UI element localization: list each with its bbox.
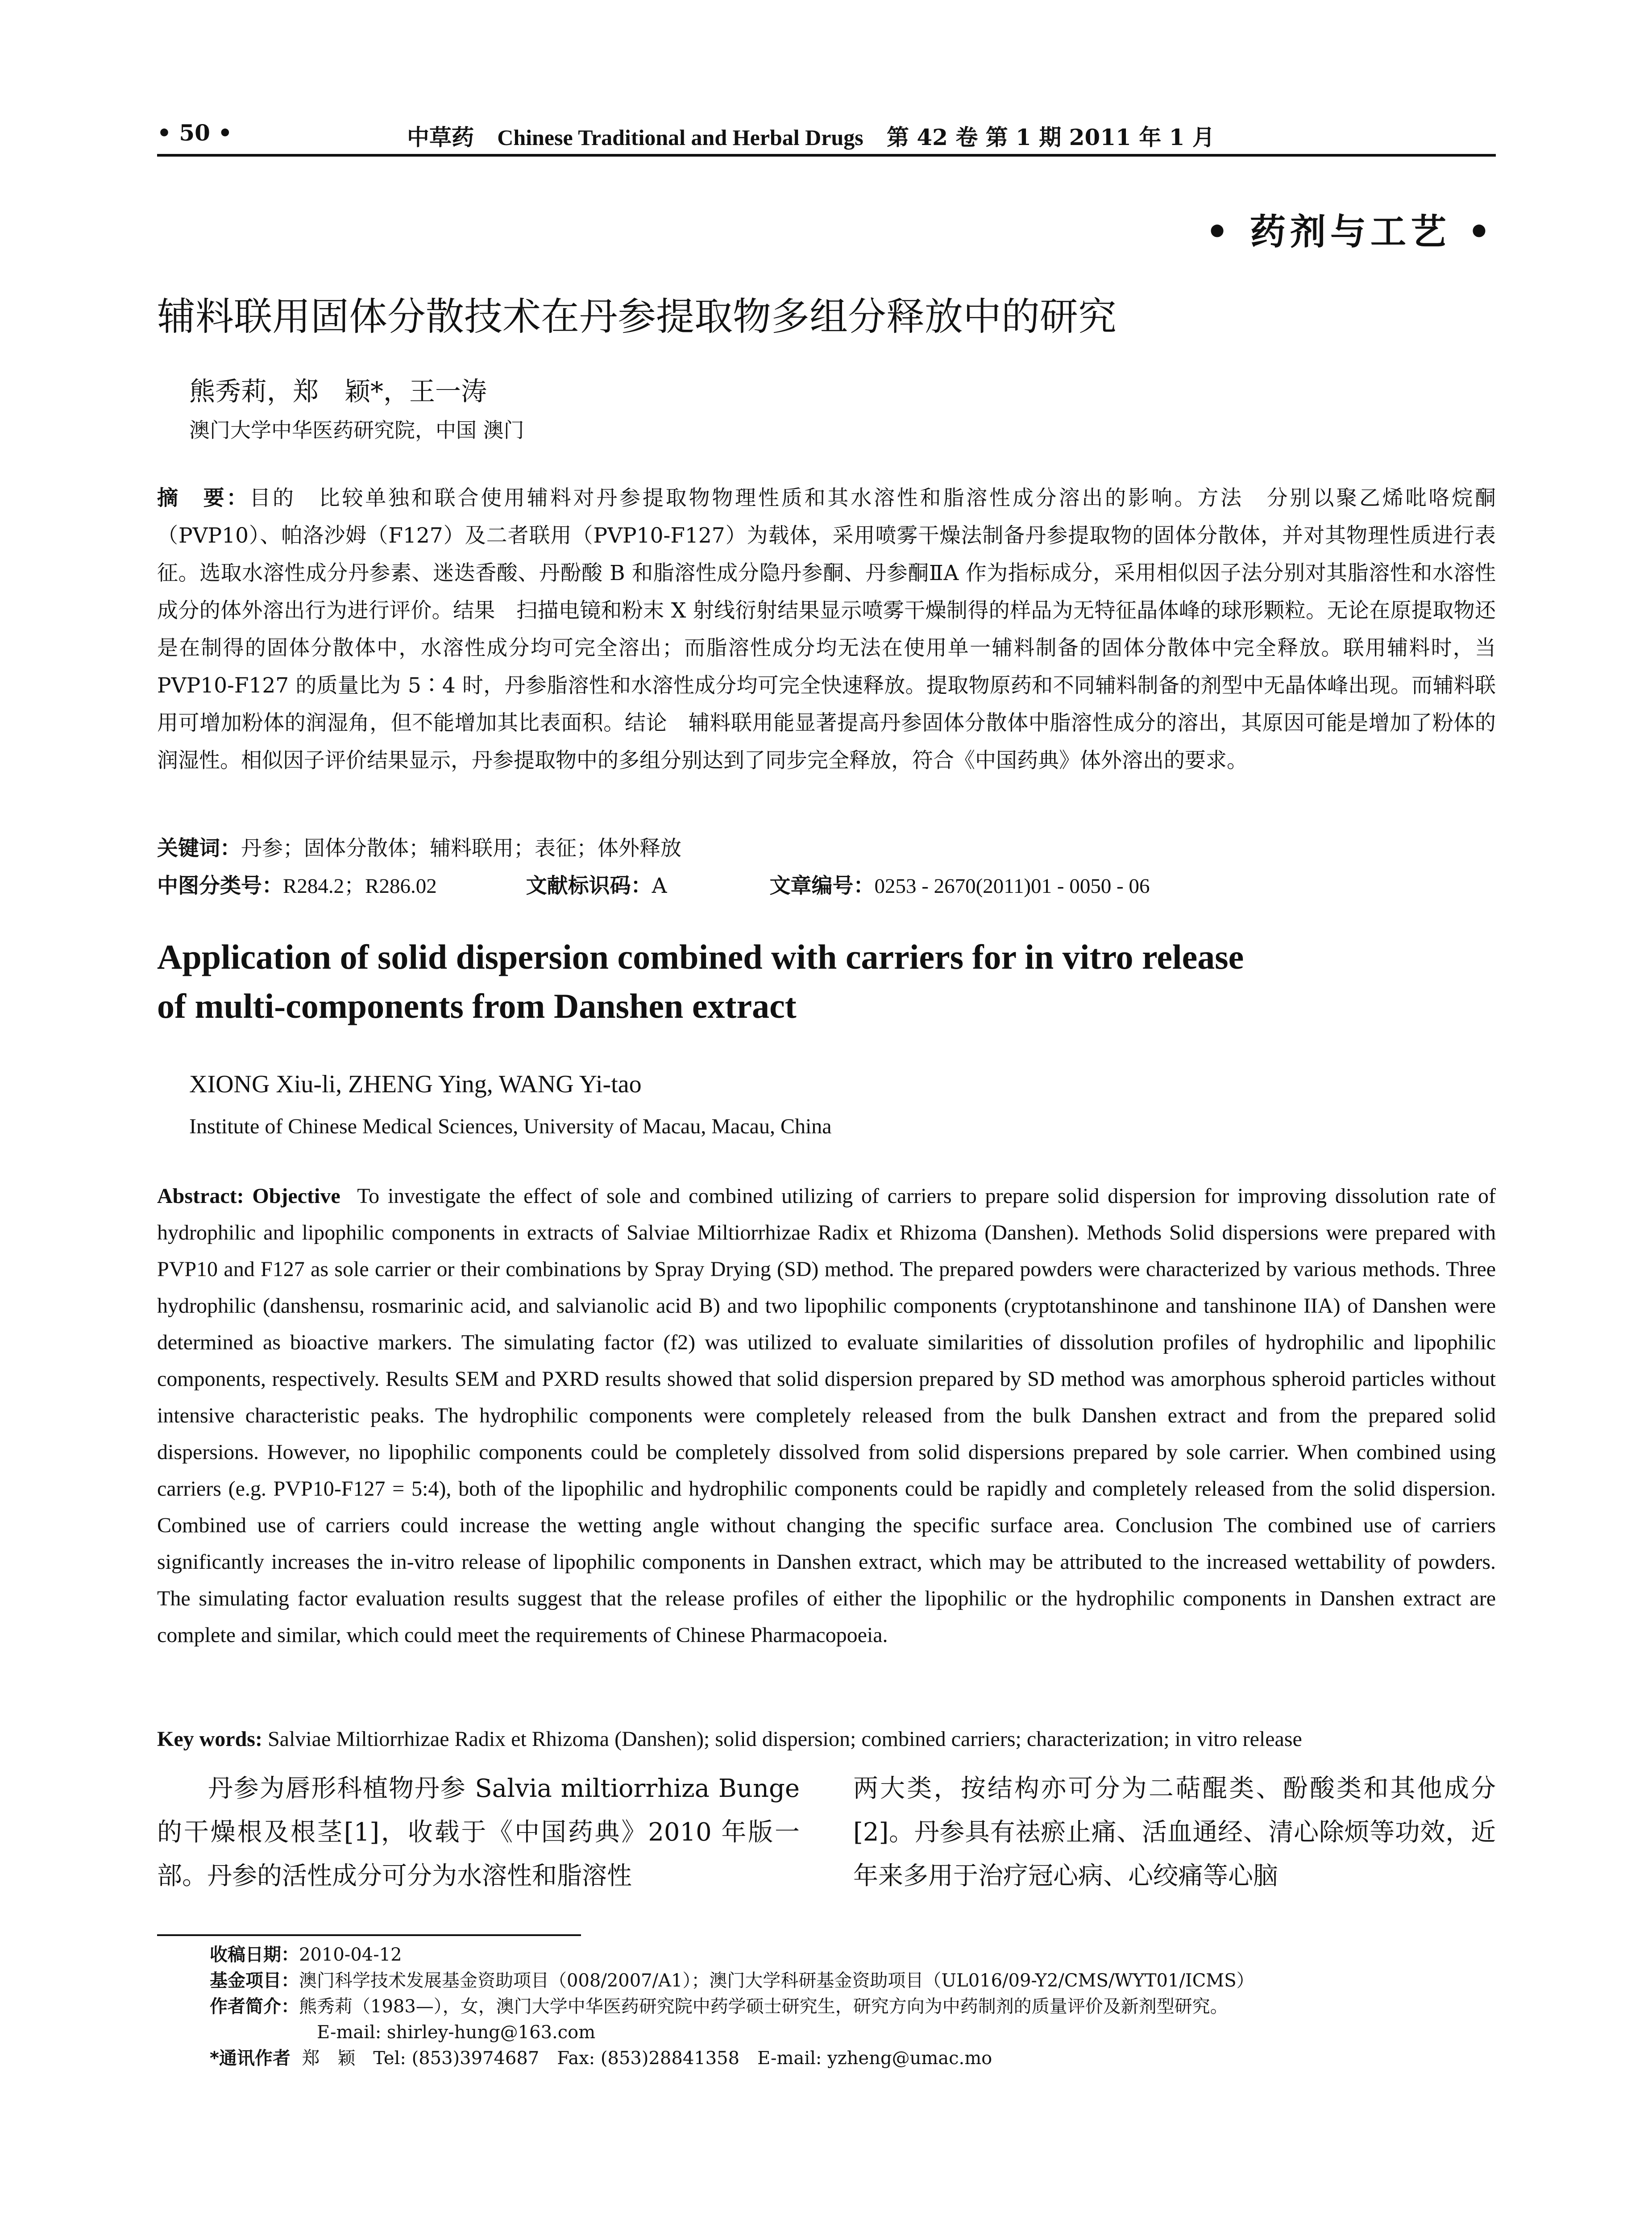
cn-affiliation: 澳门大学中华医药研究院，中国 澳门 [189,418,524,442]
cn-abstract-label: 摘 要： [157,486,250,510]
clc-value: R284.2；R286.02 [283,875,437,898]
cn-keywords-text: 丹参；固体分散体；辅料联用；表征；体外释放 [241,836,681,861]
cn-keywords [157,830,1496,867]
fund-text: 澳门科学技术发展基金资助项目（008/2007/A1）；澳门大学科研基金资助项目（UL016/09-Y2/CMS/WYT01/ICMS） [299,1970,1254,1991]
en-authors: XIONG Xiu-li, ZHENG Ying, WANG Yi-tao [189,1070,642,1098]
header-rule [157,154,1496,157]
journal-name-cn: 中草药 [407,124,474,150]
body-left-text: 丹参为唇形科植物丹参 Salvia miltiorrhiza Bunge 的干燥根及根茎[1]，收载于《中国药典》2010 年版一部。丹参的活性成分可分为水溶性和脂溶性 [157,1774,800,1891]
section-heading: • 药剂与工艺 • [1206,211,1495,253]
corr-text: 郑 颖 Tel: (853)3974687 Fax: (853)28841358 E-mail: yzheng@umac.mo [302,2048,992,2069]
en-abstract [157,1178,1496,1654]
en-abstract-text: To investigate the effect of sole and combined utilizing of carriers to prepare solid dispersion for improving dissolution rate of hydrophilic and lipophilic components in extracts of Salviae Miltiorrhizae Radix et Rhizoma (Danshen). Methods Solid dispersions were prepared with PVP10 and F127 as sole carrier or their combinations by Spray Drying (SD) method. The prepared powders were characterized by various methods. Three hydrophilic (danshensu, rosmarinic acid, and salvianolic acid B) and two lipophilic components (cryptotanshinone and tanshinone IIA) of Danshen were determined as bioactive markers. The simulating factor (f2) was utilized to evaluate similarities of dissolution profiles of hydrophilic and lipophilic components, respectively. Results SEM and PXRD results showed that solid dispersion prepared by SD method was amorphous spheroid particles without intensive characteristic peaks. The hydrophilic components were completely released from the bulk Danshen extract and from the prepared solid dispersions. However, no lipophilic components could be completely dissolved from solid dispersions prepared by sole carrier. When combined using carriers (e.g. PVP10-F127 = 5:4), both of the lipophilic and hydrophilic components could be rapidly and completely released from the solid dispersion. Combined use of carriers could increase the wetting angle without changing the specific surface area. Conclusion The combined use of carriers significantly increases the in-vitro release of lipophilic components in Danshen extract, which may be attributed to the increased wettability of powders. The simulating factor evaluation results suggest that the release profiles of either the lipophilic or the hydrophilic components in Danshen extract are complete and similar, which could meet the requirements of Chinese Pharmacopoeia. [157,1184,1496,1647]
doc-code-label: 文献标识码： [526,874,652,898]
cn-abstract-text: 目的 比较单独和联合使用辅料对丹参提取物物理性质和其水溶性和脂溶性成分溶出的影响。方法 分别以聚乙烯吡咯烷酮（PVP10）、帕洛沙姆（F127）及二者联用（PVP10-F127）为载体，采用喷雾干燥法制备丹参提取物的固体分散体，并对其物理性质进行表征。选取水溶性成分丹参素、迷迭香酸、丹酚酸 B 和脂溶性成分隐丹参酮、丹参酮ⅡA 作为指标成分，采用相似因子法分别对其脂溶性和水溶性成分的体外溶出行为进行评价。结果 扫描电镜和粉末 X 射线衍射结果显示喷雾干燥制得的样品为无特征晶体峰的球形颗粒。无论在原提取物还是在制得的固体分散体中，水溶性成分均可完全溶出；而脂溶性成分均无法在使用单一辅料制备的固体分散体中完全释放。联用辅料时，当 PVP10-F127 的质量比为 5∶4 时，丹参脂溶性和水溶性成分均可完全快速释放。提取物原药和不同辅料制备的剂型中无晶体峰出现。而辅料联用可增加粉体的润湿角，但不能增加其比表面积。结论 辅料联用能显著提高丹参固体分散体中脂溶性成分的溶出，其原因可能是增加了粉体的润湿性。相似因子评价结果显示，丹参提取物中的多组分别达到了同步完全释放，符合《中国药典》体外溶出的要求。 [157,486,1496,773]
received-label: 收稿日期： [210,1945,299,1965]
author-label: 作者简介： [210,1996,299,2017]
footnote-fund [210,1968,1482,1994]
cn-title: 辅料联用固体分散技术在丹参提取物多组分释放中的研究 [157,294,1117,339]
en-abstract-label: Abstract: Objective [157,1184,340,1208]
cn-keywords-label: 关键词： [157,836,241,861]
cn-authors: 熊秀莉，郑 颖*，王一涛 [189,376,487,406]
page-number: • 50 • [157,120,232,146]
journal-line [407,120,1215,152]
received-date: 2010-04-12 [299,1945,402,1965]
doc-code-value: A [652,874,667,898]
body-column-left [157,1767,800,1898]
footnote-rule [157,1934,581,1936]
article-no-label: 文章编号： [769,874,875,898]
fund-label: 基金项目： [210,1970,299,1991]
journal-name-en: Chinese Traditional and Herbal Drugs [497,125,863,150]
footnote-correspondence [210,2045,1482,2071]
en-affiliation: Institute of Chinese Medical Sciences, University of Macau, Macau, China [189,1115,832,1138]
en-keywords [157,1727,1496,1751]
en-title [157,933,1496,1031]
article-no-value: 0253 - 2670(2011)01 - 0050 - 06 [874,875,1150,898]
en-keywords-text: Salviae Miltiorrhizae Radix et Rhizoma (Danshen); solid dispersion; combined carriers; characterization; in vitro release [267,1727,1302,1751]
author-text: 熊秀莉（1983—），女，澳门大学中华医药研究院中药学硕士研究生，研究方向为中药制剂的质量评价及新剂型研究。 [299,1996,1228,2017]
cn-abstract [157,480,1496,780]
body-column-right: 两大类，按结构亦可分为二萜醌类、酚酸类和其他成分[2]。丹参具有祛瘀止痛、活血通经、清心除烦等功效，近年来多用于治疗冠心病、心绞痛等心脑 [853,1774,1496,1891]
en-keywords-label: Key words: [157,1727,262,1751]
footnote-author [210,1994,1482,2020]
corr-label: *通讯作者 [210,2048,291,2069]
footnote-received [210,1942,1482,1968]
en-title-line2: of multi-components from Danshen extract [157,987,797,1025]
footnote-email: E-mail: shirley-hung@163.com [317,2022,596,2043]
clc-label: 中图分类号： [157,874,283,898]
issue-info: 第 42 卷 第 1 期 2011 年 1 月 [886,124,1215,150]
cn-classification [157,867,1496,905]
en-title-line1: Application of solid dispersion combined with carriers for in vitro release [157,937,1244,976]
